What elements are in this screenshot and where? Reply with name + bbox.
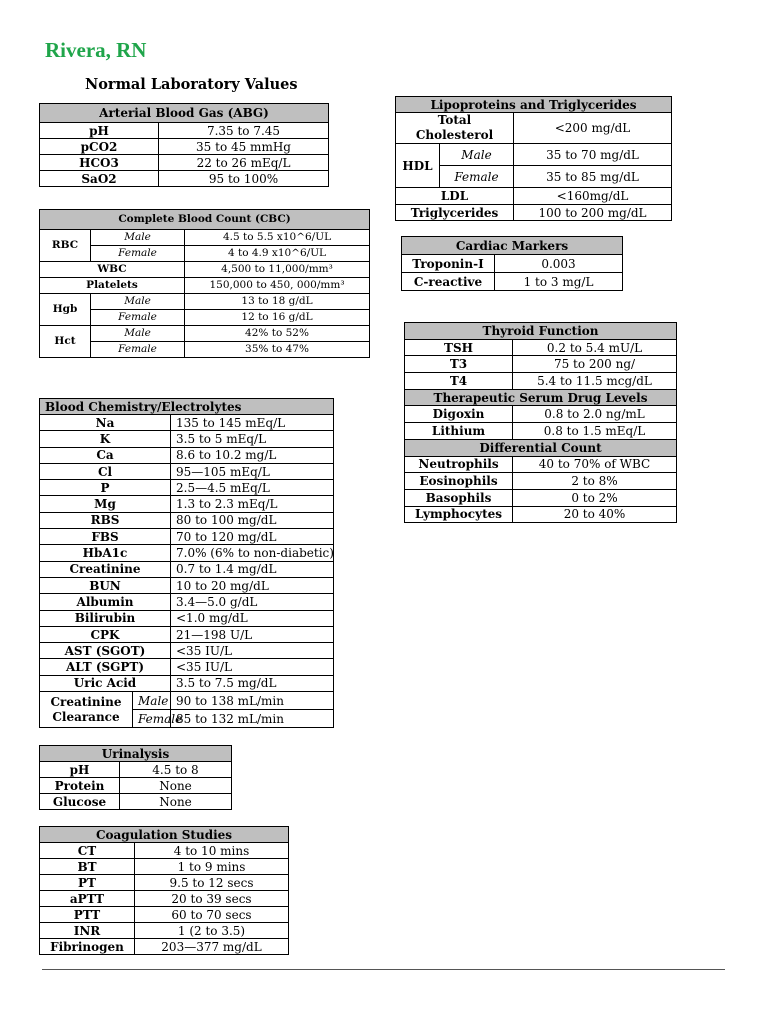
chemistry-value: <35 IU/L (171, 643, 334, 659)
chemistry-label: AST (SGOT) (40, 643, 171, 659)
author-name: Rivera, RN (45, 38, 147, 62)
cbc-value: 4.5 to 5.5 x10^6/UL (185, 230, 370, 246)
chemistry-label: RBS (40, 512, 171, 528)
chemistry-label: P (40, 480, 171, 496)
drugs-value: 0.8 to 2.0 ng/mL (513, 406, 677, 423)
thyroid-value: 75 to 200 ng/ (513, 356, 677, 373)
abg-label: pH (40, 123, 159, 139)
cbc-value: 4 to 4.9 x10^6/UL (185, 246, 370, 262)
abg-table (39, 103, 329, 187)
coagulation-table (39, 826, 289, 955)
abg-label: HCO3 (40, 155, 159, 171)
thyroid-value: 0.2 to 5.4 mU/L (513, 339, 677, 356)
coagulation-label: CT (40, 843, 135, 859)
lipids-label: LDL (396, 188, 514, 205)
chemistry-value: 85 to 132 mL/min (171, 710, 334, 728)
chemistry-label: Bilirubin (40, 610, 171, 626)
cbc-value: 13 to 18 g/dL (185, 294, 370, 310)
cbc-label: Hgb (40, 294, 91, 326)
drugs-label: Lithium (405, 423, 513, 440)
drugs-value: 0.8 to 1.5 mEq/L (513, 423, 677, 440)
cardiac-table (401, 236, 623, 291)
sex-label: Female (91, 246, 185, 262)
thyroid-label: TSH (405, 339, 513, 356)
urinalysis-label: Glucose (40, 794, 120, 810)
differential-value: 0 to 2% (513, 489, 677, 506)
chemistry-table (39, 398, 334, 728)
cbc-label: RBC (40, 230, 91, 262)
cardiac-value: 1 to 3 mg/L (495, 273, 623, 291)
chemistry-value: <35 IU/L (171, 659, 334, 675)
differential-value: 2 to 8% (513, 473, 677, 490)
lipids-value: 35 to 70 mg/dL (514, 144, 672, 166)
differential-label: Basophils (405, 489, 513, 506)
differential-value: 40 to 70% of WBC (513, 456, 677, 473)
cardiac-title: Cardiac Markers (402, 237, 623, 255)
cbc-value: 35% to 47% (185, 342, 370, 358)
coagulation-title: Coagulation Studies (40, 827, 289, 843)
clearance-label-line: Creatinine (50, 694, 122, 709)
cardiac-label: C-reactive (402, 273, 495, 291)
chemistry-value: 7.0% (6% to non-diabetic) (171, 545, 334, 561)
chemistry-value: 1.3 to 2.3 mEq/L (171, 496, 334, 512)
chemistry-value: 0.7 to 1.4 mg/dL (171, 561, 334, 577)
urinalysis-label: Protein (40, 778, 120, 794)
total-cholesterol-label (396, 113, 514, 144)
abg-label: SaO2 (40, 171, 159, 187)
creatinine-clearance-label (40, 692, 133, 728)
chemistry-value: 135 to 145 mEq/L (171, 415, 334, 431)
sex-label: Male (91, 294, 185, 310)
chemistry-label: Cl (40, 463, 171, 479)
coagulation-value: 203—377 mg/dL (135, 939, 289, 955)
chemistry-value: 70 to 120 mg/dL (171, 529, 334, 545)
chemistry-label: BUN (40, 577, 171, 593)
abg-value: 22 to 26 mEq/L (159, 155, 329, 171)
thyroid-drugs-differential-table (404, 322, 677, 523)
chemistry-label: FBS (40, 529, 171, 545)
cbc-label: Platelets (40, 278, 185, 294)
abg-title: Arterial Blood Gas (ABG) (40, 104, 329, 123)
coagulation-value: 20 to 39 secs (135, 891, 289, 907)
urinalysis-value: None (120, 778, 232, 794)
chemistry-value: 90 to 138 mL/min (171, 692, 334, 710)
sex-label: Female (91, 310, 185, 326)
sex-label: Female (133, 710, 171, 728)
chemistry-label: CPK (40, 626, 171, 642)
lipids-title: Lipoproteins and Triglycerides (396, 97, 672, 113)
thyroid-label: T4 (405, 373, 513, 390)
chemistry-label: Ca (40, 447, 171, 463)
urinalysis-value: None (120, 794, 232, 810)
differential-title: Differential Count (405, 439, 677, 456)
urinalysis-label: pH (40, 762, 120, 778)
chemistry-value: 80 to 100 mg/dL (171, 512, 334, 528)
sex-label: Male (440, 144, 514, 166)
total-cholesterol-line: Cholesterol (415, 128, 494, 142)
coagulation-value: 4 to 10 mins (135, 843, 289, 859)
differential-value: 20 to 40% (513, 506, 677, 523)
chemistry-label: HbA1c (40, 545, 171, 561)
lipids-value: <160mg/dL (514, 188, 672, 205)
urinalysis-table (39, 745, 232, 810)
lipids-value: <200 mg/dL (514, 113, 672, 144)
thyroid-label: T3 (405, 356, 513, 373)
page-title: Normal Laboratory Values (85, 76, 298, 93)
chemistry-value: 3.4—5.0 g/dL (171, 594, 334, 610)
coagulation-label: PT (40, 875, 135, 891)
chemistry-label: Mg (40, 496, 171, 512)
sex-label: Female (440, 166, 514, 188)
coagulation-label: Fibrinogen (40, 939, 135, 955)
chemistry-label: ALT (SGPT) (40, 659, 171, 675)
coagulation-label: BT (40, 859, 135, 875)
chemistry-value: 10 to 20 mg/dL (171, 577, 334, 593)
coagulation-label: INR (40, 923, 135, 939)
differential-label: Neutrophils (405, 456, 513, 473)
chemistry-value: 2.5—4.5 mEq/L (171, 480, 334, 496)
hdl-label: HDL (396, 144, 440, 188)
cbc-label: Hct (40, 326, 91, 358)
thyroid-title: Thyroid Function (405, 323, 677, 340)
cbc-label: WBC (40, 262, 185, 278)
chemistry-value: 3.5 to 7.5 mg/dL (171, 675, 334, 691)
chemistry-value: 3.5 to 5 mEq/L (171, 431, 334, 447)
cardiac-label: Troponin-I (402, 255, 495, 273)
cbc-value: 150,000 to 450, 000/mm³ (185, 278, 370, 294)
chemistry-label: Uric Acid (40, 675, 171, 691)
chemistry-label: Na (40, 415, 171, 431)
sex-label: Male (91, 230, 185, 246)
footer-divider (42, 969, 725, 970)
coagulation-value: 9.5 to 12 secs (135, 875, 289, 891)
drugs-title: Therapeutic Serum Drug Levels (405, 389, 677, 406)
abg-value: 95 to 100% (159, 171, 329, 187)
chemistry-label: Albumin (40, 594, 171, 610)
urinalysis-title: Urinalysis (40, 746, 232, 762)
lipids-label: Triglycerides (396, 205, 514, 221)
cbc-value: 4,500 to 11,000/mm³ (185, 262, 370, 278)
total-cholesterol-line: Total (437, 113, 472, 127)
abg-value: 7.35 to 7.45 (159, 123, 329, 139)
sex-label: Male (91, 326, 185, 342)
lipids-table (395, 96, 672, 221)
thyroid-value: 5.4 to 11.5 mcg/dL (513, 373, 677, 390)
sex-label: Female (91, 342, 185, 358)
chemistry-label: K (40, 431, 171, 447)
chemistry-value: 95—105 mEq/L (171, 463, 334, 479)
chemistry-title: Blood Chemistry/Electrolytes (40, 399, 334, 415)
cbc-value: 12 to 16 g/dL (185, 310, 370, 326)
clearance-label-line: Clearance (52, 709, 120, 724)
lipids-value: 35 to 85 mg/dL (514, 166, 672, 188)
lipids-value: 100 to 200 mg/dL (514, 205, 672, 221)
differential-label: Lymphocytes (405, 506, 513, 523)
chemistry-value: 8.6 to 10.2 mg/L (171, 447, 334, 463)
cbc-title: Complete Blood Count (CBC) (40, 210, 370, 230)
chemistry-value: <1.0 mg/dL (171, 610, 334, 626)
cbc-table (39, 209, 370, 358)
drugs-label: Digoxin (405, 406, 513, 423)
urinalysis-value: 4.5 to 8 (120, 762, 232, 778)
coagulation-value: 1 to 9 mins (135, 859, 289, 875)
cbc-value: 42% to 52% (185, 326, 370, 342)
coagulation-label: aPTT (40, 891, 135, 907)
sex-label: Male (133, 692, 171, 710)
chemistry-value: 21—198 U/L (171, 626, 334, 642)
cardiac-value: 0.003 (495, 255, 623, 273)
differential-label: Eosinophils (405, 473, 513, 490)
abg-label: pCO2 (40, 139, 159, 155)
coagulation-value: 60 to 70 secs (135, 907, 289, 923)
abg-value: 35 to 45 mmHg (159, 139, 329, 155)
coagulation-label: PTT (40, 907, 135, 923)
chemistry-label: Creatinine (40, 561, 171, 577)
coagulation-value: 1 (2 to 3.5) (135, 923, 289, 939)
